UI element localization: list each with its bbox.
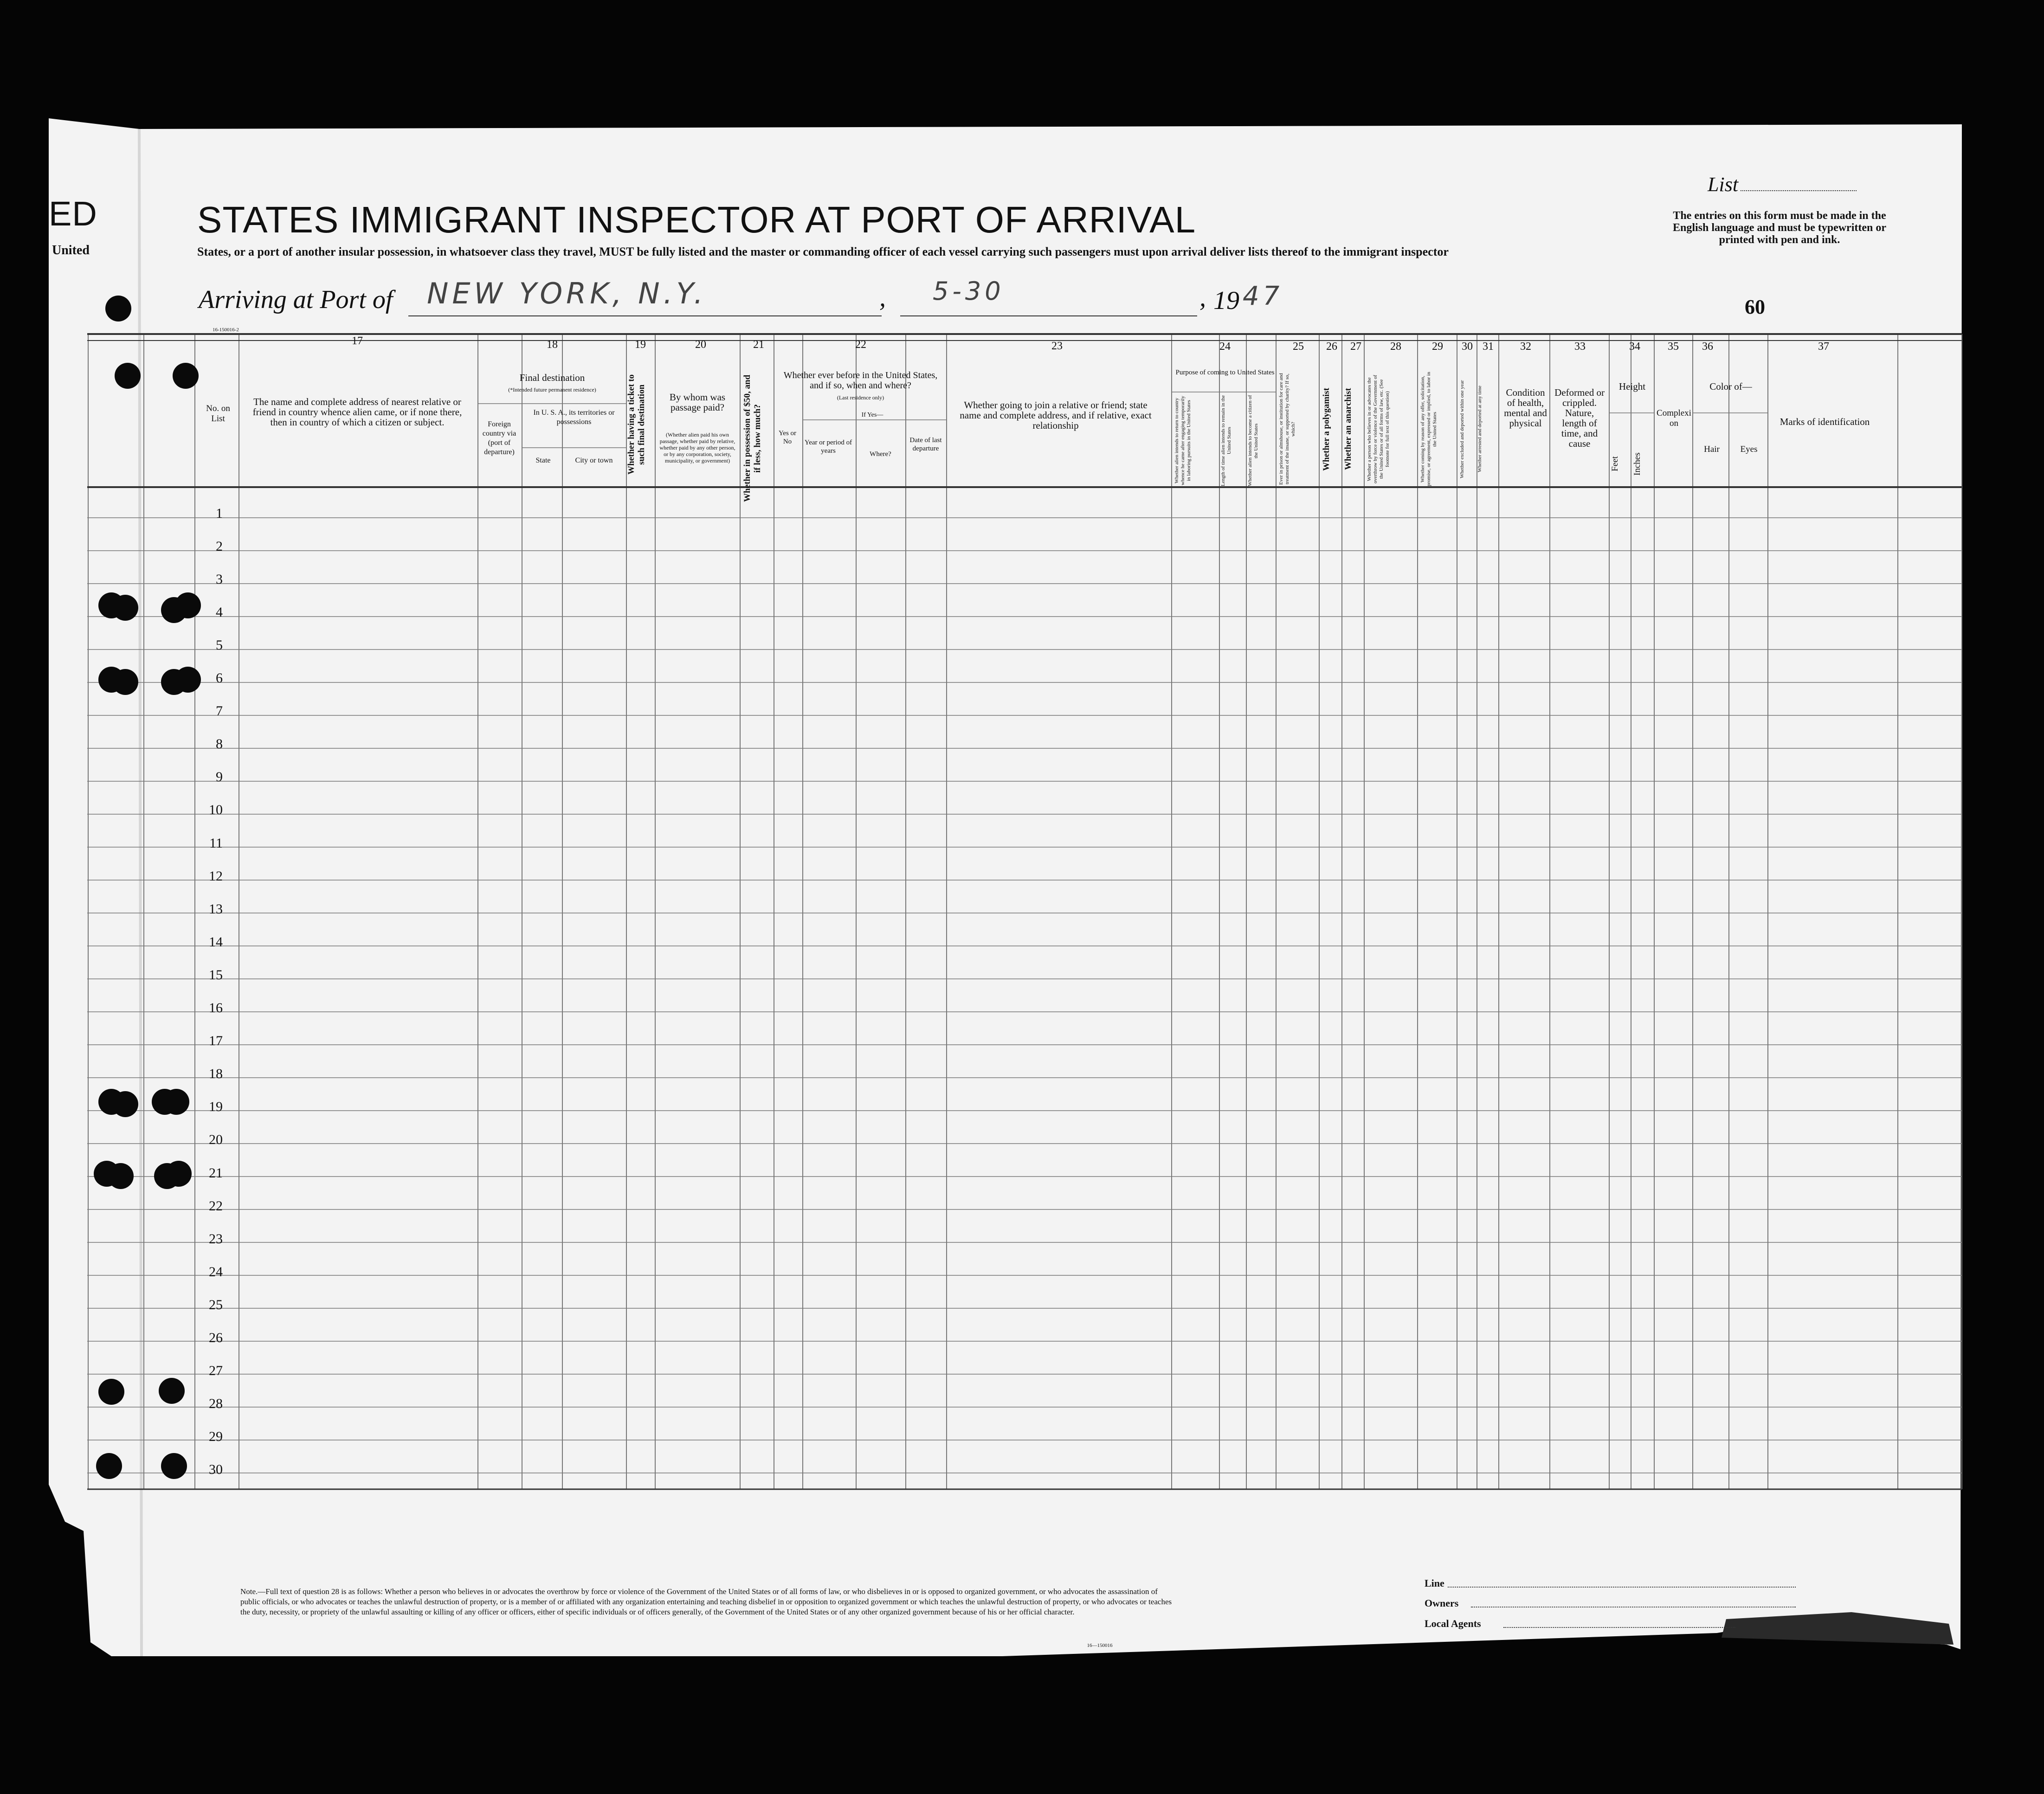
form-instructions: The entries on this form must be made in the English language and must be typewritten or printed with pen and ink. — [1672, 210, 1887, 246]
col-height-inches: Inches — [1632, 452, 1642, 476]
col-purpose-return: Whether alien intends to return to country whence he came after engaging temporarily in laboring pursuits in the United States — [1174, 396, 1192, 486]
col-health: Condition of health, mental and physical — [1504, 387, 1547, 429]
row-number: 26 — [209, 1330, 223, 1345]
col-polygamist: Whether a polygamist — [1322, 387, 1331, 471]
col-ever-before: Whether ever before in the United States, and if so, when and where? — [783, 370, 938, 391]
col-number-27: 27 — [1350, 341, 1361, 353]
row-number: 20 — [209, 1132, 223, 1148]
row-number: 13 — [209, 901, 223, 917]
owners-label: Owners — [1425, 1597, 1459, 1609]
col-number-35: 35 — [1668, 341, 1679, 353]
left-page-fragment: ED — [49, 194, 97, 233]
col-anarchist: Whether an anarchist — [1343, 388, 1353, 470]
col-final-destination-note: (*Intended future permanent residence) — [508, 386, 596, 393]
row-number: 1 — [216, 505, 223, 521]
row-number: 16 — [209, 1000, 223, 1016]
col-number-20: 20 — [695, 339, 706, 351]
col-fifty-dollars: Whether in possession of $50, and if less, how much? — [742, 374, 762, 502]
row-number: 10 — [209, 802, 223, 818]
row-number: 23 — [209, 1231, 223, 1247]
row-number: 5 — [216, 637, 223, 653]
list-number-field — [1708, 173, 1861, 196]
col-number-17: 17 — [352, 335, 363, 347]
form-code: 16-150016-2 — [213, 327, 239, 333]
row-number: 19 — [209, 1099, 223, 1115]
list-label: List — [1708, 173, 1739, 196]
date-line — [900, 315, 1197, 316]
col-number-23: 23 — [1051, 340, 1063, 352]
row-number: 29 — [209, 1429, 223, 1445]
col-color-of: Color of— — [1709, 381, 1752, 392]
col-purpose-citizen: Whether alien intends to become a citizen of the United States — [1247, 395, 1259, 487]
local-agents-label: Local Agents — [1425, 1618, 1481, 1629]
row-number: 21 — [209, 1165, 223, 1181]
col-state: State — [535, 457, 551, 464]
row-number: 8 — [216, 736, 223, 752]
col-date-last-departure: Date of last departure — [909, 437, 942, 452]
row-number: 6 — [216, 670, 223, 686]
row-number: 3 — [216, 571, 223, 587]
col-number-28: 28 — [1390, 341, 1401, 353]
row-number: 22 — [209, 1198, 223, 1214]
col-no-on-list: No. on List — [206, 404, 230, 424]
row-number: 15 — [209, 967, 223, 983]
col-yes-or-no: Yes or No — [778, 430, 797, 445]
col-number-26: 26 — [1326, 341, 1337, 353]
col-marks-identification: Marks of identification — [1780, 416, 1870, 427]
row-number: 12 — [209, 868, 223, 884]
row-number: 28 — [209, 1396, 223, 1412]
col-number-19: 19 — [635, 339, 646, 351]
col-in-usa: In U. S. A., its territories or possessions — [533, 409, 615, 426]
col-excluded-deported: Whether excluded and deported within one year — [1459, 380, 1465, 478]
col-number-30: 30 — [1462, 341, 1473, 353]
row-number: 14 — [209, 934, 223, 950]
col-height: Height — [1618, 381, 1646, 392]
line-label: Line — [1425, 1577, 1444, 1589]
col-deformed: Deformed or crippled. Nature, length of time, and cause — [1554, 387, 1605, 449]
port-line — [408, 315, 882, 316]
row-number: 18 — [209, 1066, 223, 1082]
row-number: 7 — [216, 703, 223, 719]
col-prison: Ever in prison or almshouse, or institution for care and treatment of the insane, or supported by charity? If so, which? — [1278, 373, 1296, 485]
left-page-fragment-text: United — [52, 243, 90, 257]
col-year-or-period: Year or period of years — [804, 439, 852, 455]
col-overthrow: Whether a person who believes in or advocates the overthrow by force or violence of the Government of the United States or of all forms of law, etc. (See footnote for full text of this question) — [1367, 375, 1390, 483]
col-number-33: 33 — [1574, 341, 1586, 353]
col-number-21: 21 — [753, 339, 764, 351]
col-number-34: 34 — [1629, 341, 1640, 353]
col-number-24: 24 — [1219, 341, 1231, 353]
col-arrested-deported: Whether arrested and deported at any time — [1477, 386, 1483, 473]
form-subtitle: States, or a port of another insular possession, in whatsoever class they travel, MUST be fully listed and the master or commanding officer of each vessel carrying such passengers must upon arrival deliver lists thereof to the immigrant inspector — [197, 245, 1449, 258]
date-handwritten: 5-30 — [933, 276, 1005, 306]
port-handwritten: NEW YORK, N.Y. — [427, 276, 707, 310]
col-eyes: Eyes — [1740, 444, 1758, 454]
col-number-32: 32 — [1520, 341, 1531, 353]
col-passage-paid-note: (Whether alien paid his own passage, whether paid by relative, whether paid by any other person, or by any corporation, society, municipality, or government) — [659, 431, 735, 464]
footnote-question-28: Note.—Full text of question 28 is as follows: Whether a person who believes in or advocates the overthrow by force or violence of the Government of the United States or of all forms of law, or who disbelieves in or is opposed to organized government, or who advocates the assassination of public officials, or who advocates or teaches the unlawful destruction of property, or is a member of or affiliated with any organization entertaining and teaching disbelief in or opposition to organized government or which teaches the unlawful destruction of property, or who advocates or teaches the duty, necessity, or propriety of the unlawful assaulting or killing of any officer or officers, either of specific individuals or of officers generally, of the Government of the United States or of any other organized government because of his or her official character. — [240, 1587, 1172, 1616]
col-number-37: 37 — [1818, 341, 1829, 353]
form-title: STATES IMMIGRANT INSPECTOR AT PORT OF ARRIVAL — [197, 199, 1196, 240]
row-number: 9 — [216, 769, 223, 785]
arriving-label: Arriving at Port of — [199, 285, 393, 314]
col-purpose-length: Length of time alien intends to remain in the United States — [1220, 395, 1232, 487]
col-complexion: Complexion — [1657, 408, 1691, 428]
col-passage-paid: By whom was passage paid? — [669, 392, 726, 413]
col-city: City or town — [575, 457, 613, 464]
col-number-36: 36 — [1702, 341, 1713, 353]
row-number: 25 — [209, 1297, 223, 1312]
year-handwritten: 47 — [1243, 281, 1283, 311]
col-ever-before-note: (Last residence only) — [837, 394, 884, 401]
row-number: 30 — [209, 1462, 223, 1478]
row-number: 2 — [216, 538, 223, 554]
col-number-31: 31 — [1483, 341, 1494, 353]
col-going-to-join: Whether going to join a relative or friend; state name and complete address, and if relative, exact relationship — [960, 399, 1152, 431]
col-offer-labor: Whether coming by reason of any offer, solicitation, promise, or agreement, expressed or implied, to labor in the United States — [1420, 372, 1438, 487]
page-number: 60 — [1745, 296, 1765, 318]
col-where: Where? — [870, 450, 891, 458]
row-number: 17 — [209, 1033, 223, 1049]
row-number: 24 — [209, 1264, 223, 1280]
col-if-yes: If Yes— — [861, 412, 883, 418]
col-foreign-country: Foreign country via (port of departure) — [482, 420, 516, 456]
col-ticket: Whether having a ticket to such final destination — [626, 374, 646, 475]
row-number: 11 — [209, 835, 223, 851]
col-number-18: 18 — [547, 339, 558, 351]
col-number-22: 22 — [855, 339, 866, 351]
col-number-25: 25 — [1293, 341, 1304, 353]
row-number: 4 — [216, 604, 223, 620]
col-purpose: Purpose of coming to United States — [1175, 369, 1275, 376]
year-prefix: 19 — [1213, 286, 1239, 315]
col-number-29: 29 — [1432, 341, 1443, 353]
col-hair: Hair — [1704, 444, 1720, 454]
row-number: 27 — [209, 1363, 223, 1379]
col-nearest-relative: The name and complete address of nearest relative or friend in country whence alien came, or if none there, then in country of which a citizen or subject. — [252, 396, 462, 428]
col-height-feet: Feet — [1610, 456, 1620, 472]
footer-form-code: 16—150016 — [1087, 1643, 1113, 1648]
col-final-destination: Final destination — [519, 372, 585, 383]
